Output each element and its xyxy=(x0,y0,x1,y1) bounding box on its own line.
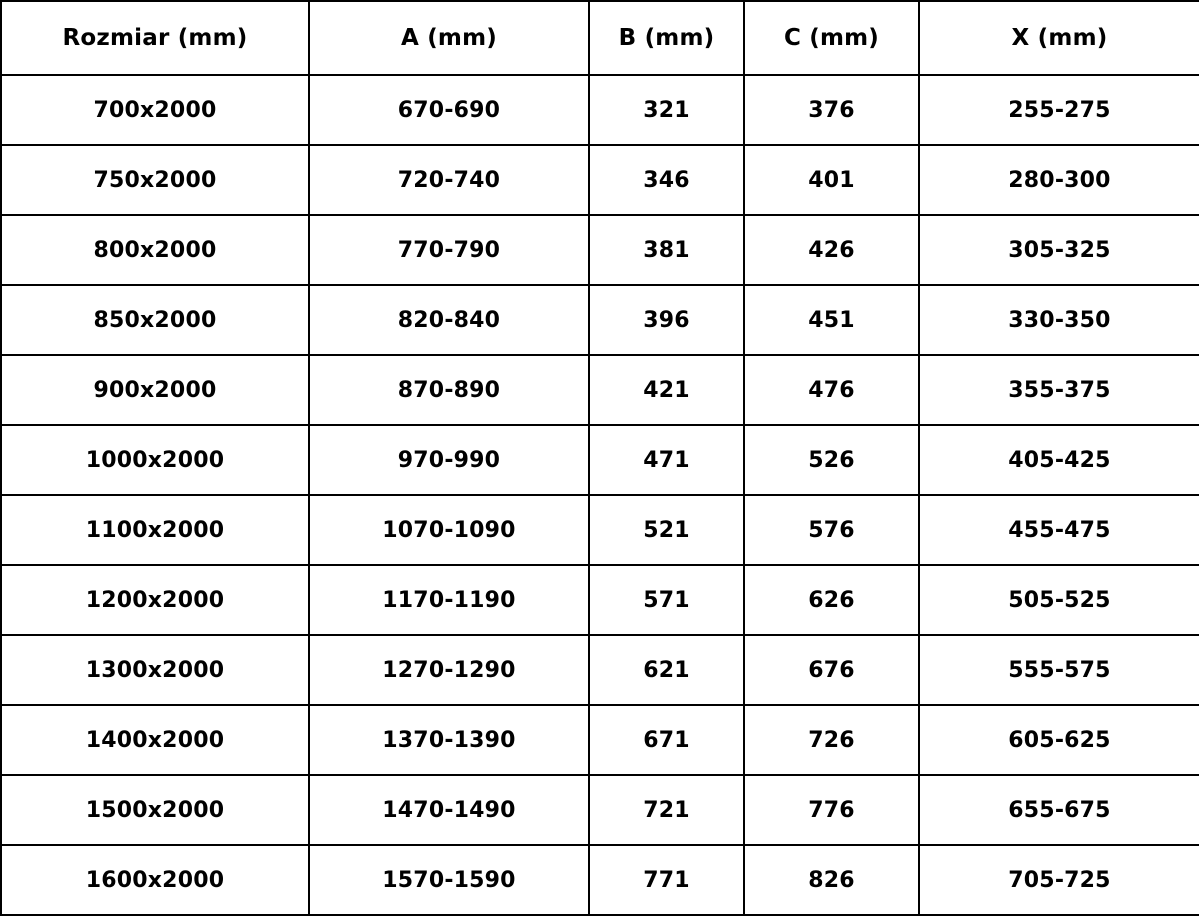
cell-size: 750x2000 xyxy=(1,145,309,215)
cell-x: 405-425 xyxy=(919,425,1199,495)
table-row xyxy=(1,75,1199,145)
cell-c: 826 xyxy=(744,845,919,915)
table-row xyxy=(1,635,1199,705)
cell-x: 655-675 xyxy=(919,775,1199,845)
cell-x: 505-525 xyxy=(919,565,1199,635)
cell-c: 401 xyxy=(744,145,919,215)
table-row xyxy=(1,285,1199,355)
cell-c: 626 xyxy=(744,565,919,635)
cell-size: 700x2000 xyxy=(1,75,309,145)
table-header xyxy=(1,1,1199,75)
cell-b: 521 xyxy=(589,495,744,565)
cell-a: 1070-1090 xyxy=(309,495,589,565)
cell-c: 726 xyxy=(744,705,919,775)
cell-a: 1470-1490 xyxy=(309,775,589,845)
table-row xyxy=(1,495,1199,565)
cell-a: 870-890 xyxy=(309,355,589,425)
cell-size: 1300x2000 xyxy=(1,635,309,705)
cell-x: 555-575 xyxy=(919,635,1199,705)
table-row xyxy=(1,845,1199,915)
cell-size: 1100x2000 xyxy=(1,495,309,565)
column-header-a: A (mm) xyxy=(309,1,589,75)
cell-x: 355-375 xyxy=(919,355,1199,425)
cell-x: 705-725 xyxy=(919,845,1199,915)
table-row xyxy=(1,425,1199,495)
cell-c: 376 xyxy=(744,75,919,145)
cell-c: 576 xyxy=(744,495,919,565)
cell-a: 770-790 xyxy=(309,215,589,285)
cell-c: 776 xyxy=(744,775,919,845)
cell-b: 721 xyxy=(589,775,744,845)
table-row xyxy=(1,775,1199,845)
cell-c: 526 xyxy=(744,425,919,495)
cell-x: 455-475 xyxy=(919,495,1199,565)
cell-a: 1170-1190 xyxy=(309,565,589,635)
table-row xyxy=(1,355,1199,425)
cell-size: 1000x2000 xyxy=(1,425,309,495)
cell-size: 1200x2000 xyxy=(1,565,309,635)
cell-a: 970-990 xyxy=(309,425,589,495)
cell-c: 426 xyxy=(744,215,919,285)
table-row xyxy=(1,705,1199,775)
table-row xyxy=(1,215,1199,285)
table-row xyxy=(1,565,1199,635)
cell-b: 471 xyxy=(589,425,744,495)
cell-c: 676 xyxy=(744,635,919,705)
cell-size: 850x2000 xyxy=(1,285,309,355)
cell-b: 381 xyxy=(589,215,744,285)
cell-b: 771 xyxy=(589,845,744,915)
table-row xyxy=(1,145,1199,215)
cell-size: 900x2000 xyxy=(1,355,309,425)
cell-b: 571 xyxy=(589,565,744,635)
cell-a: 820-840 xyxy=(309,285,589,355)
column-header-size: Rozmiar (mm) xyxy=(1,1,309,75)
column-header-x: X (mm) xyxy=(919,1,1199,75)
cell-size: 800x2000 xyxy=(1,215,309,285)
cell-b: 396 xyxy=(589,285,744,355)
table-body xyxy=(1,75,1199,915)
cell-x: 305-325 xyxy=(919,215,1199,285)
cell-x: 280-300 xyxy=(919,145,1199,215)
cell-a: 1570-1590 xyxy=(309,845,589,915)
cell-b: 621 xyxy=(589,635,744,705)
table-header-row xyxy=(1,1,1199,75)
column-header-b: B (mm) xyxy=(589,1,744,75)
cell-b: 321 xyxy=(589,75,744,145)
cell-x: 330-350 xyxy=(919,285,1199,355)
cell-b: 421 xyxy=(589,355,744,425)
cell-a: 1270-1290 xyxy=(309,635,589,705)
column-header-c: C (mm) xyxy=(744,1,919,75)
cell-b: 671 xyxy=(589,705,744,775)
cell-c: 451 xyxy=(744,285,919,355)
cell-a: 720-740 xyxy=(309,145,589,215)
cell-x: 605-625 xyxy=(919,705,1199,775)
cell-a: 1370-1390 xyxy=(309,705,589,775)
cell-size: 1600x2000 xyxy=(1,845,309,915)
cell-size: 1400x2000 xyxy=(1,705,309,775)
cell-b: 346 xyxy=(589,145,744,215)
cell-a: 670-690 xyxy=(309,75,589,145)
cell-x: 255-275 xyxy=(919,75,1199,145)
cell-size: 1500x2000 xyxy=(1,775,309,845)
cell-c: 476 xyxy=(744,355,919,425)
